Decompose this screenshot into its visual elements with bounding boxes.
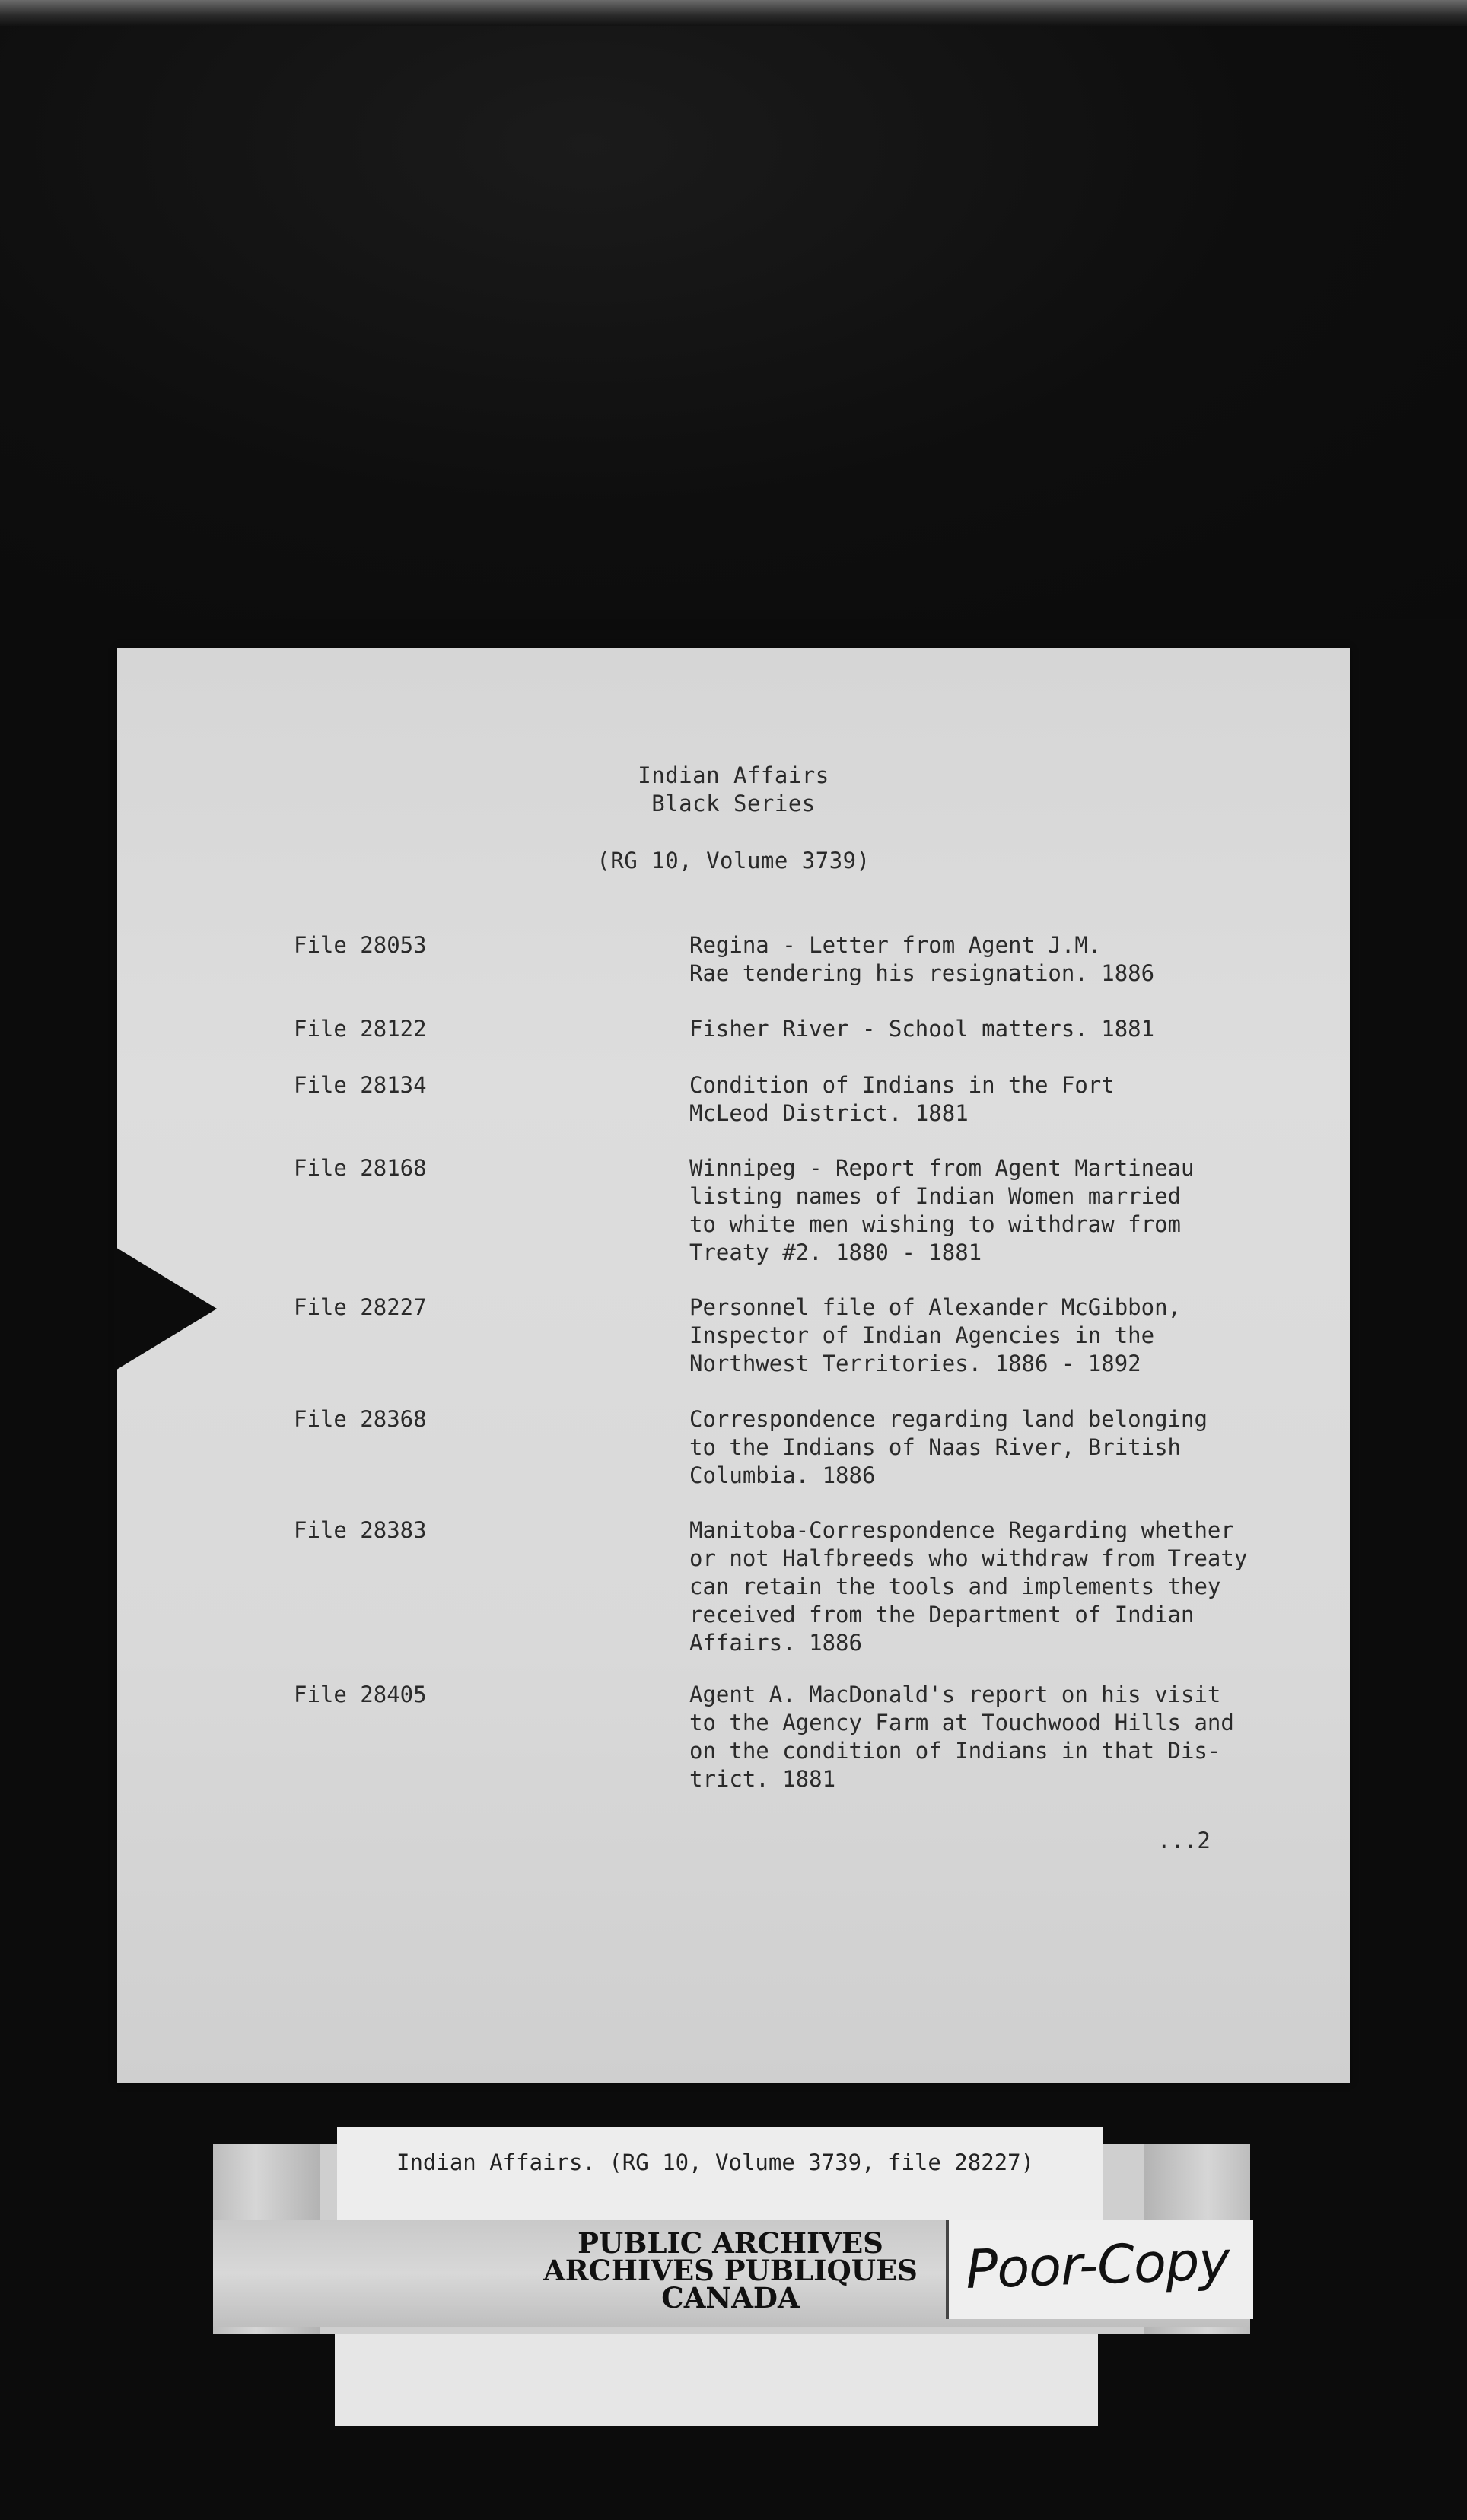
file-number: File 28122 [294,1016,427,1042]
document-page [117,648,1350,2082]
header-volume: (RG 10, Volume 3739) [597,848,870,873]
file-description: Correspondence regarding land belonging to the Indians of Naas River, British Columbia. 1886 [689,1406,1208,1488]
file-number: File 28227 [294,1294,427,1320]
archives-stamp-line: CANADA [661,2281,800,2315]
archives-stamp-line: PUBLIC ARCHIVES [578,2226,883,2260]
file-description: Personnel file of Alexander McGibbon, Inspector of Indian Agencies in the Northwest Territories. 1886 - 1892 [689,1294,1182,1376]
file-description: Regina - Letter from Agent J.M. Rae tendering his resignation. 1886 [689,932,1155,986]
archives-stamp [517,2226,944,2315]
file-description: Manitoba-Correspondence Regarding whether or not Halfbreeds who withdraw from Treaty can retain the tools and implements they received from the Department of Indian Affairs. 1886 [689,1517,1248,1656]
header-series: Black Series [651,791,816,816]
scan-background [0,26,1467,619]
pointer-arrow-icon [114,1246,217,1371]
bottom-card-edge [335,2334,1098,2426]
poor-copy-text: Poor-Copy [964,2229,1230,2302]
file-description: Fisher River - School matters. 1881 [689,1016,1155,1042]
continuation-marker: ...2 [1157,1828,1211,1853]
file-number: File 28134 [294,1072,427,1098]
file-reference-label [337,2127,1103,2221]
file-number: File 28368 [294,1406,427,1432]
header-title: Indian Affairs [638,762,829,788]
file-number: File 28383 [294,1517,427,1543]
file-number: File 28053 [294,932,427,958]
file-description: Condition of Indians in the Fort McLeod District. 1881 [689,1072,1115,1126]
file-number: File 28168 [294,1155,427,1181]
file-description: Winnipeg - Report from Agent Martineau listing names of Indian Women married to white men wishing to withdraw from Treaty #2. 1880 - 1881 [689,1155,1195,1265]
file-reference-text: Indian Affairs. (RG 10, Volume 3739, file 28227) [396,2149,1035,2175]
file-number: File 28405 [294,1682,427,1707]
archives-stamp-line: ARCHIVES PUBLIQUES [543,2254,918,2287]
file-description: Agent A. MacDonald's report on his visit to the Agency Farm at Touchwood Hills and on the condition of Indians in that Dis- trict. 1881 [689,1682,1234,1792]
scan-top-edge [0,0,1467,26]
poor-copy-note [946,2220,1253,2319]
